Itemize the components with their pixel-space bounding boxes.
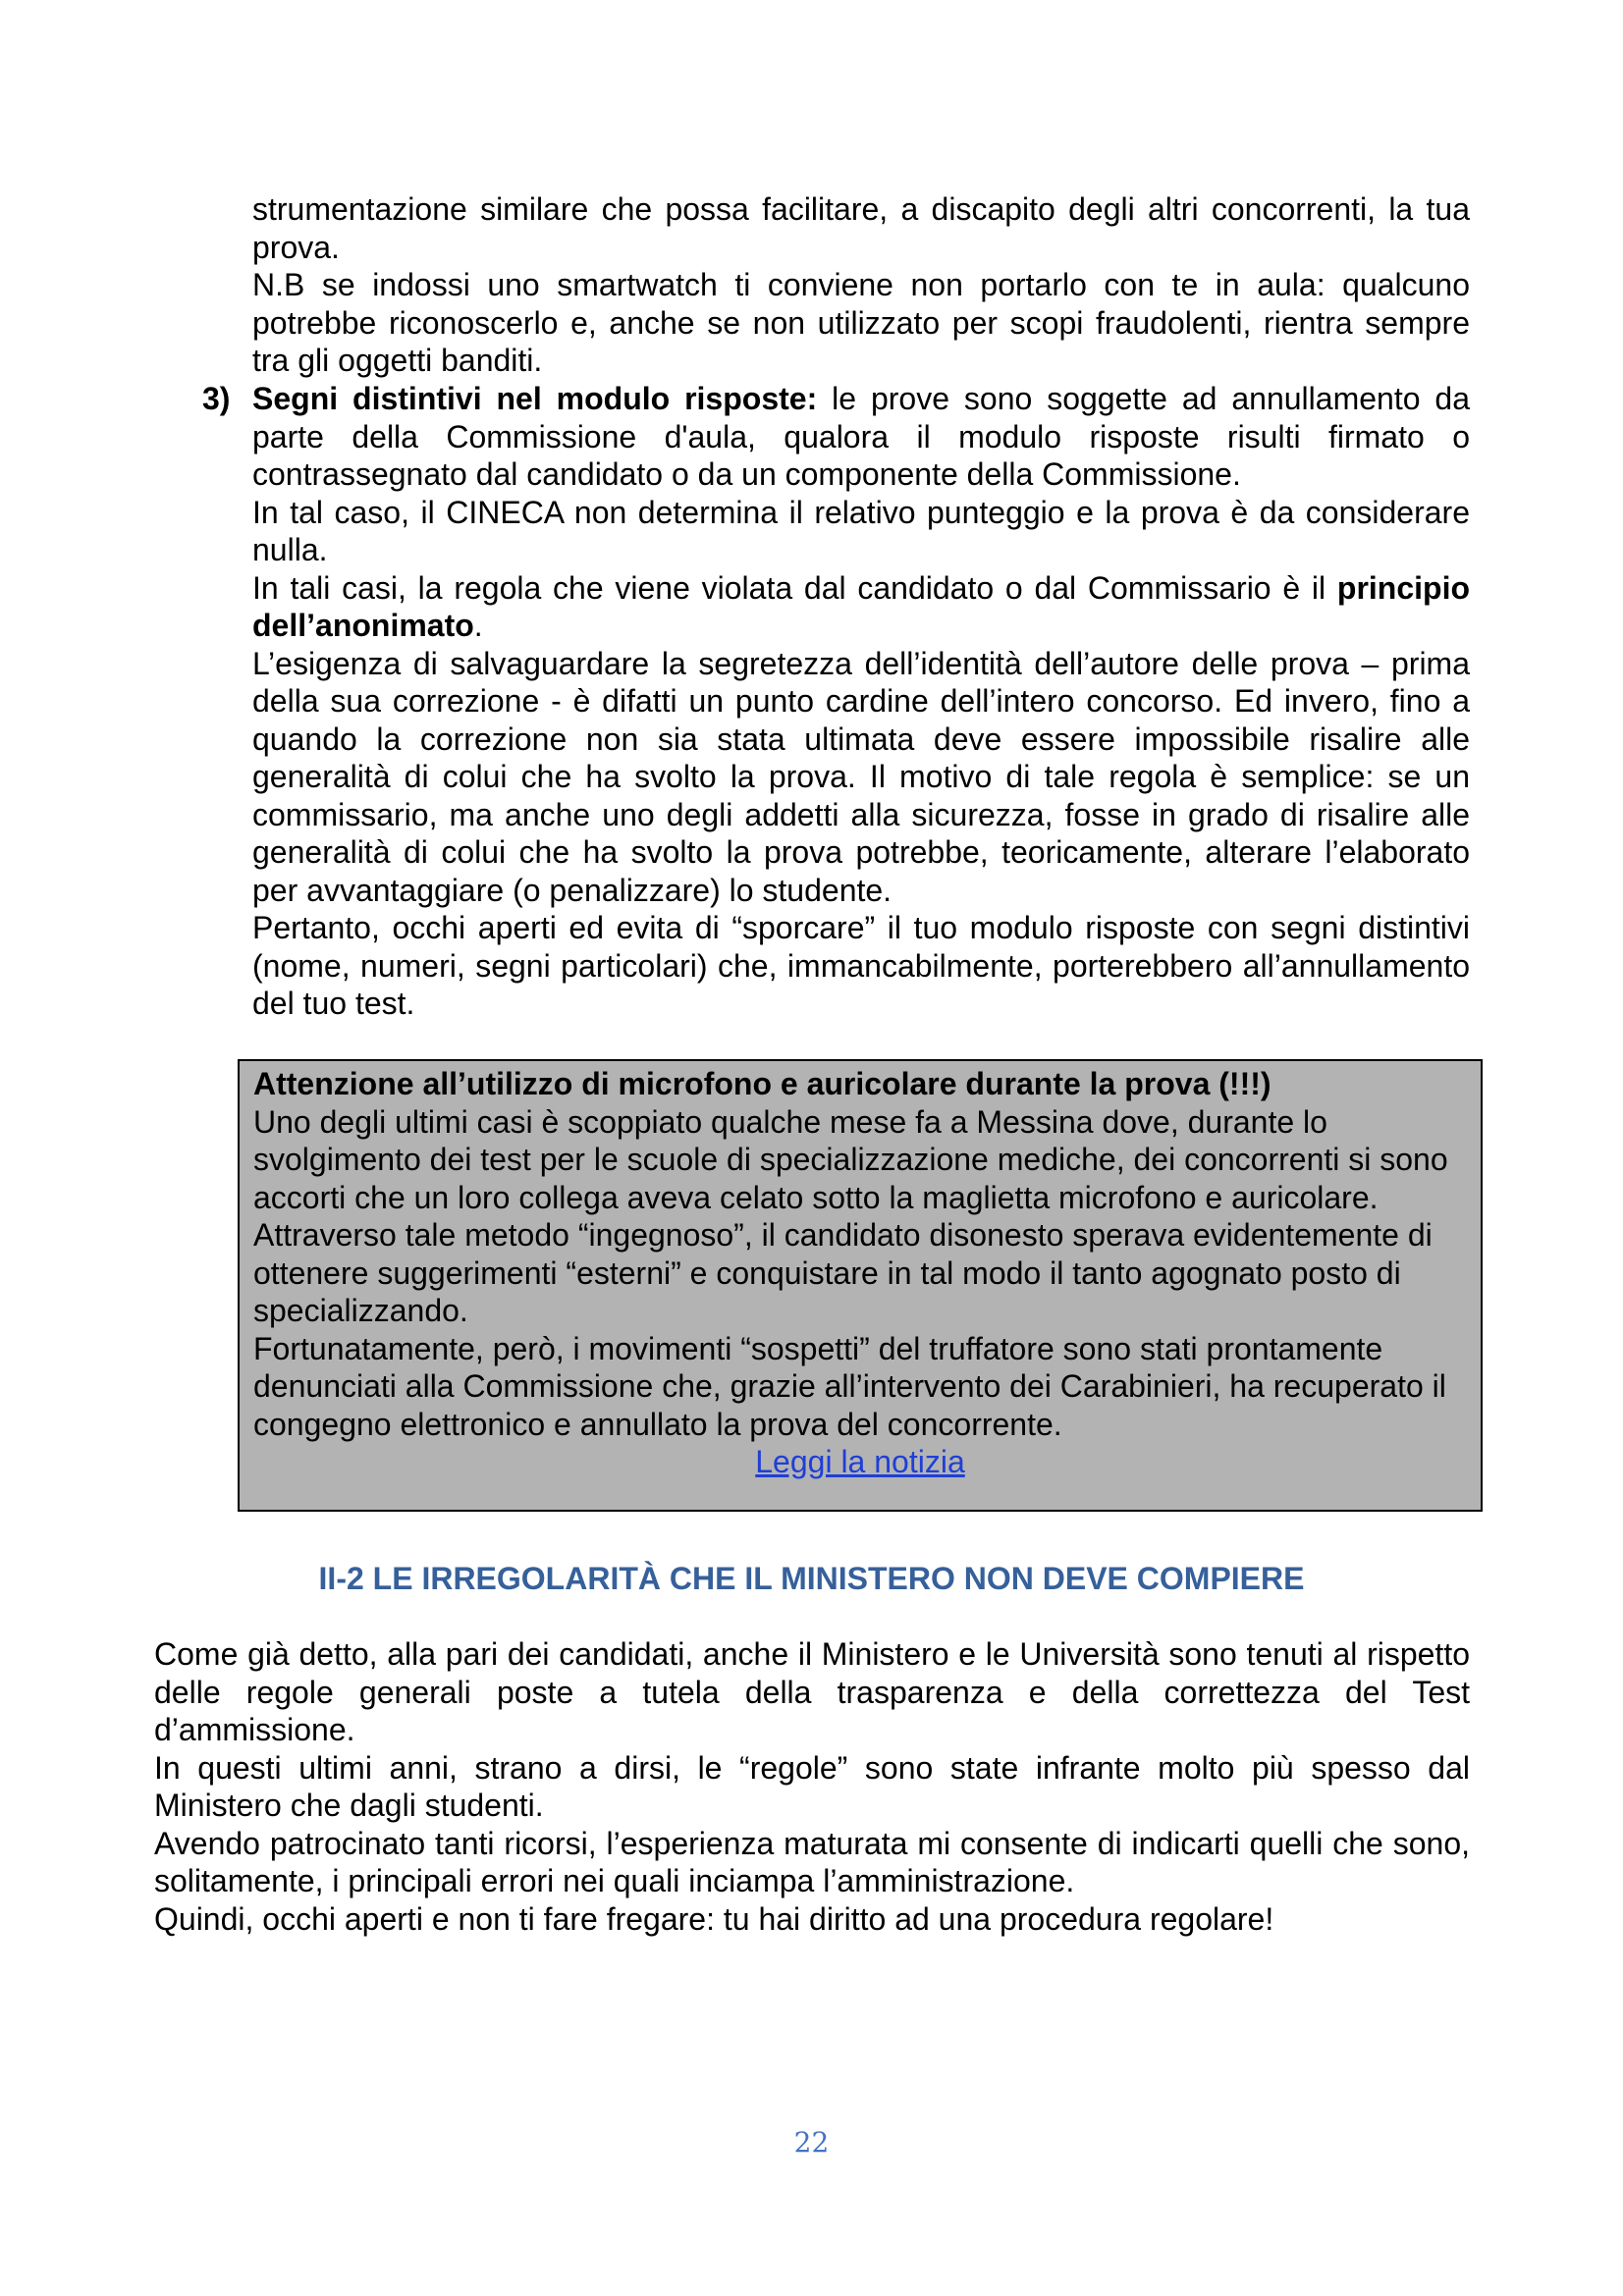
text-span: . [473,608,483,643]
paragraph: Avendo patrocinato tanti ricorsi, l’esperienza maturata mi consente di indicarti quelli che sono, solitamente, i principali errori nei quali inciampa l’amministrazione. [154,1825,1470,1898]
section-heading: II-2 LE IRREGOLARITÀ CHE IL MINISTERO NON DEVE COMPIERE [318,1561,1305,1596]
list-item-3 [252,380,1470,1023]
paragraph: Quindi, occhi aperti e non ti fare fregare: tu hai diritto ad una procedura regolare! [154,1900,1274,1937]
bold-term: principio dell’anonimato [252,569,1470,643]
continuation-text [252,190,1470,380]
paragraph: Fortunatamente, però, i movimenti “sospetti” del truffatore sono stati prontamente denunciati alla Commissione che, grazie all’intervento dei Carabinieri, ha recuperato il congegno elettronico e annullato la prova del concorrente. [253,1330,1446,1442]
paragraph: Uno degli ultimi casi è scoppiato qualche mese fa a Messina dove, durante lo svolgimento dei test per le scuole di specializzazione mediche, dei concorrenti si sono accorti che un loro collega aveva celato sotto la maglietta microfono e auricolare. [253,1103,1448,1215]
paragraph: Attraverso tale metodo “ingegnoso”, il candidato disonesto sperava evidentemente di ottenere suggerimenti “esterni” e conquistare in tal modo il tanto agognato posto di specializzando. [253,1217,1433,1328]
item-intro: le prove sono soggette ad annullamento da parte della Commissione d'aula, qualora il modulo risposte risulti firmato o contrassegnato dal candidato o da un componente della Commissione. [252,381,1470,492]
paragraph: N.B se indossi uno smartwatch ti conviene non portarlo con te in aula: qualcuno potrebbe riconoscerlo e, anche se non utilizzato per scopi fraudolenti, rientra sempre tra gli oggetti banditi. [252,267,1470,378]
paragraph: Pertanto, occhi aperti ed evita di “sporcare” il tuo modulo risposte con segni distintivi (nome, numeri, segni particolari) che, immancabilmente, porterebbero all’annullamento del tuo test. [252,910,1470,1021]
paragraph: In questi ultimi anni, strano a dirsi, le “regole” sono state infrante molto più spesso dal Ministero che dagli studenti. [154,1749,1470,1823]
paragraph: In tal caso, il CINECA non determina il relativo punteggio e la prova è da considerare nulla. [252,494,1470,567]
news-link[interactable]: Leggi la notizia [755,1444,965,1479]
text-span: In tali casi, la regola che viene violata dal candidato o dal Commissario è il [252,569,1337,606]
paragraph: Come già detto, alla pari dei candidati, anche il Ministero e le Università sono tenuti al rispetto delle regole generali poste a tutela della trasparenza e della correttezza del Test d’ammissione. [154,1636,1470,1747]
paragraph: strumentazione similare che possa facilitare, a discapito degli altri concorrenti, la tua prova. [252,191,1470,265]
paragraph: L’esigenza di salvaguardare la segretezza dell’identità dell’autore delle prova – prima della sua correzione - è difatti un punto cardine dell’intero concorso. Ed invero, fino a quando la correzione non sia stata ultimata deve essere impossibile risalire alle generalità di colui che ha svolto la prova. Il motivo di tale regola è semplice: se un commissario, ma anche uno degli addetti alla sicurezza, fosse in grado di risalire alle generalità di colui che ha svolto la prova potrebbe, teoricamente, alterare l’elaborato per avvantaggiare (o penalizzare) lo studente. [252,645,1470,908]
paragraph [252,380,1470,494]
notice-box [238,1059,1483,1512]
paragraph [252,569,1470,645]
notice-title: Attenzione all’utilizzo di microfono e auricolare durante la prova (!!!) [253,1066,1271,1101]
item-title: Segni distintivi nel modulo risposte: [252,381,818,416]
list-number: 3) [202,381,231,416]
page-number: 22 [793,2126,830,2159]
section-body [154,1635,1470,1938]
